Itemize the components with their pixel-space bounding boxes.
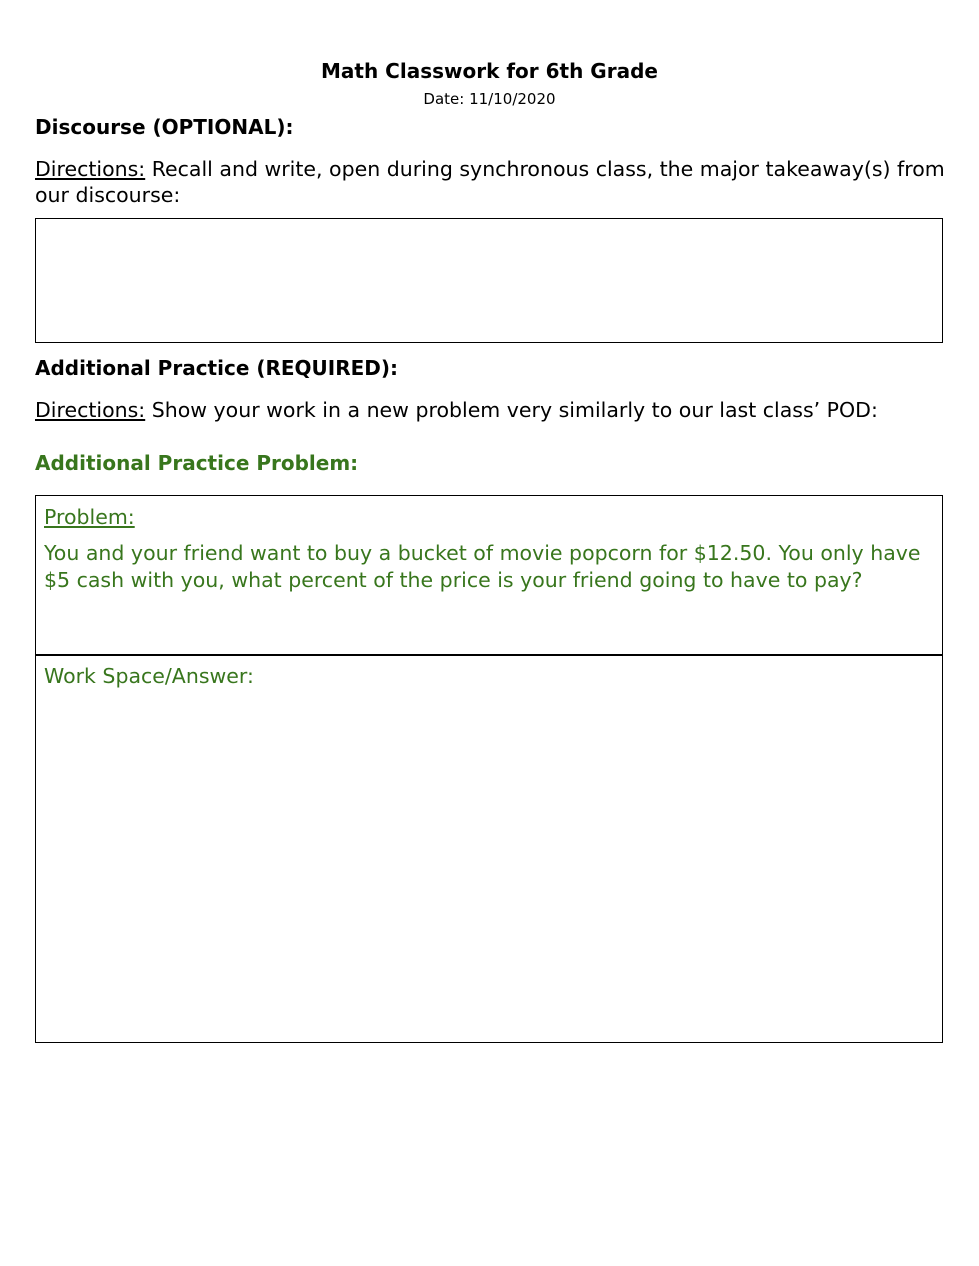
page-title: Math Classwork for 6th Grade <box>321 59 658 83</box>
discourse-heading: Discourse (OPTIONAL): <box>35 115 294 139</box>
date-line: Date: 11/10/2020 <box>423 90 556 108</box>
discourse-directions-label: Directions: <box>35 157 146 181</box>
problem-label: Problem: <box>44 505 135 529</box>
practice-directions <box>35 397 945 423</box>
discourse-response-box[interactable] <box>35 218 943 343</box>
practice-problem-heading: Additional Practice Problem: <box>35 451 359 475</box>
practice-directions-text: Show your work in a new problem very similarly to our last class’ POD: <box>145 398 878 422</box>
problem-text: You and your friend want to buy a bucket of movie popcorn for $12.50. You only have $5 cash with you, what percent of the price is your friend going to have to pay? <box>44 541 921 592</box>
work-space-cell[interactable] <box>35 654 943 1043</box>
discourse-directions-text: Recall and write, open during synchronous class, the major takeaway(s) from our discourse: <box>35 157 945 207</box>
practice-directions-label: Directions: <box>35 398 146 422</box>
work-space-label: Work Space/Answer: <box>44 664 254 688</box>
discourse-directions <box>35 156 945 208</box>
practice-heading: Additional Practice (REQUIRED): <box>35 356 399 380</box>
problem-cell <box>35 495 943 656</box>
